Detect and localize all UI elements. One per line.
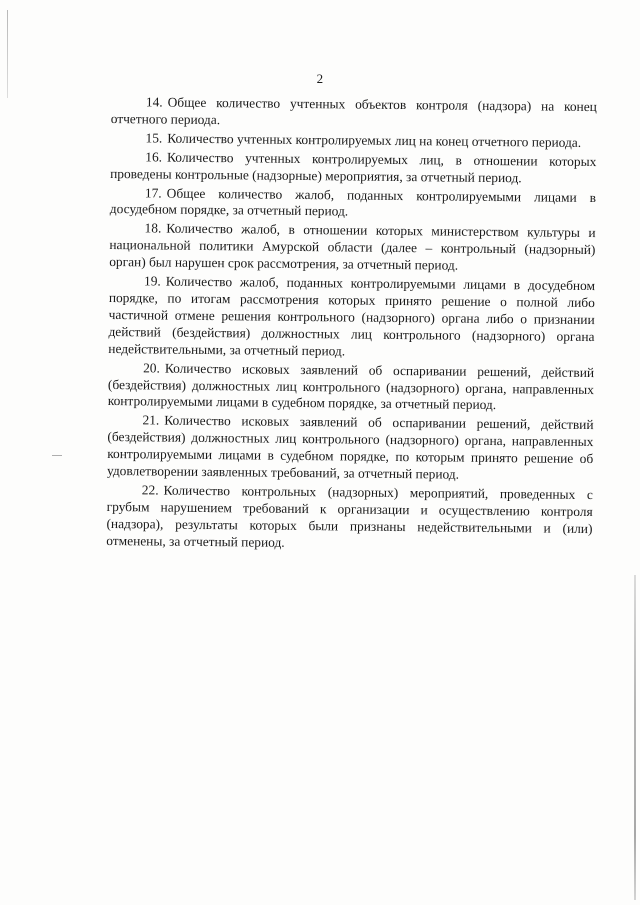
margin-dash-mark (52, 455, 62, 456)
item-number: 20. (143, 359, 160, 376)
scan-edge-shadow (634, 575, 636, 900)
page-number: 2 (316, 71, 324, 86)
item-number: 14. (145, 94, 163, 110)
list-item (108, 360, 595, 416)
item-text: Количество контрольных (надзорных) мероприятий, проведенных с грубым нарушением требований к организации и осуществлению контроля (надзора), результаты которых были признаны недействительными и (или) отменены, за отчетный период. (106, 482, 593, 550)
item-text: Количество учтенных контролируемых лиц на конец отчетного периода. (167, 130, 582, 150)
item-text: Количество учтенных контролируемых лиц, в отношении которых проведены контрольные (надзорные) мероприятия, за отчетный период. (110, 149, 597, 185)
item-text: Количество жалоб, поданных контролируемыми лицами в досудебном порядке, по итогам рассмотрения которых принято решение о полной либо частичной отмене решения контрольного (надзорного) органа либо о признании действий (бездействия) должностных лиц контрольного (надзорного) органа недействительными, за отчетный период. (108, 273, 596, 359)
document-body (106, 94, 597, 557)
item-text: Общее количество жалоб, поданных контролируемыми лицами в досудебном порядке, за отчетный период. (109, 185, 597, 219)
item-text: Количество исковых заявлений об оспаривании решений, действий (бездействия) должностных лиц контрольного (надзорного) органа, направленных контролируемыми лицами в судебном порядке, по которым принято решение об удовлетворении заявленных требований, за отчетный период. (106, 412, 594, 482)
list-item (106, 482, 593, 555)
item-text: Количество жалоб, в отношении которых министерством культуры и национальной политики Амурской области (далее – контрольный (надзорный) орган) был нарушен срок рассмотрения, за отчетный период. (109, 220, 596, 273)
item-number: 19. (143, 273, 161, 289)
item-number: 21. (142, 412, 160, 428)
list-item (108, 273, 595, 363)
item-number: 22. (141, 482, 159, 498)
list-item (110, 149, 596, 188)
list-item (111, 94, 597, 133)
item-number: 18. (144, 220, 162, 236)
list-item (107, 412, 594, 485)
list-item (109, 220, 596, 276)
list-item (110, 185, 596, 224)
item-number: 15. (145, 130, 163, 146)
item-number: 16. (145, 149, 163, 165)
item-number: 17. (144, 184, 162, 201)
item-text: Общее количество учтенных объектов контроля (надзора) на конец отчетного периода. (110, 94, 597, 128)
item-text: Количество исковых заявлений об оспаривании решений, действий (бездействия) должностных лиц контрольного (надзорного) органа, направленных контролируемыми лицами в судебном порядке, за отчетный период. (107, 360, 595, 413)
